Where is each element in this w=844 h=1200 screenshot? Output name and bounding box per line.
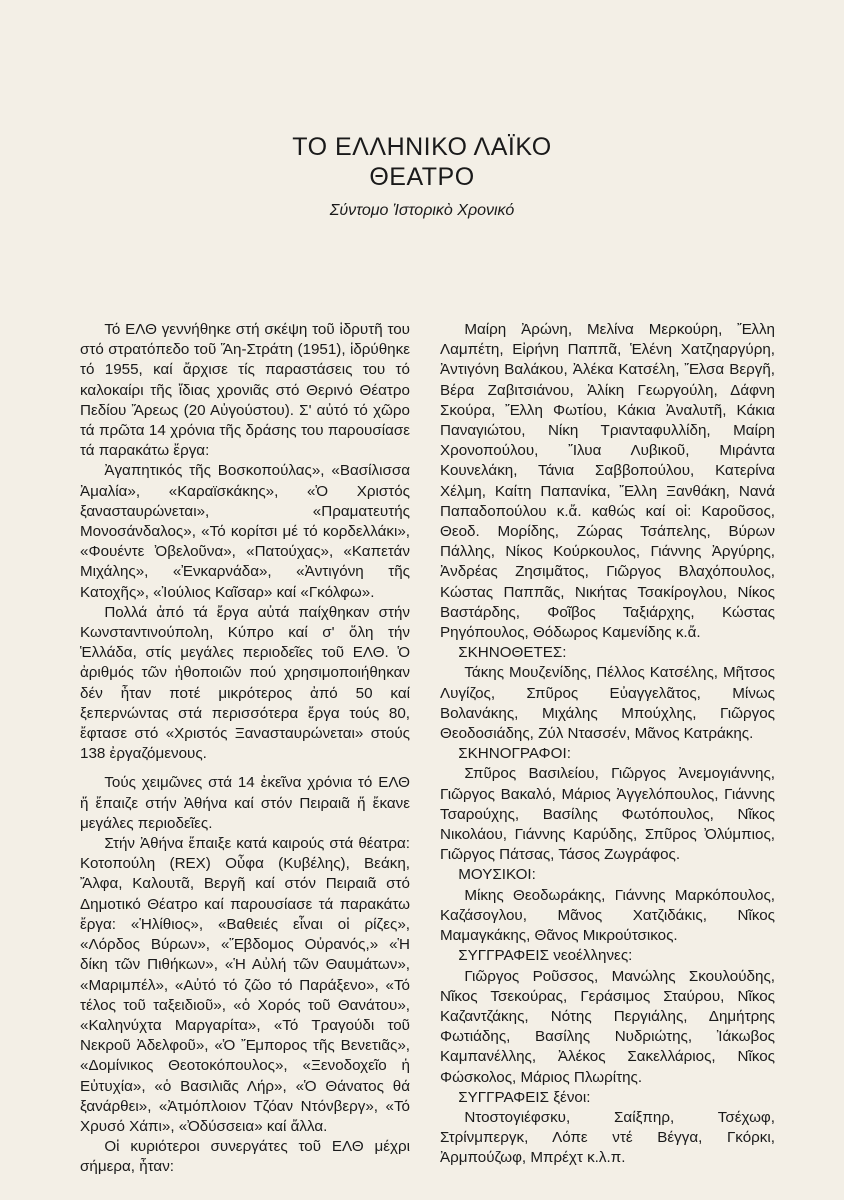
foreign-writers-heading: ΣΥΓΓΡΑΦΕΙΣ ξένοι: — [458, 1088, 591, 1106]
paragraph-early-works: Ἀγαπητικός τῆς Βοσκοπούλας», «Βασίλισσα Ἀμαλία», «Καραϊσκάκης», «Ὁ Χριστός ξανασταυρώνεται», «Πραματευτής Μονοσάνδαλος», «Τό κορίτσι μέ τό κορδελλάκι», «Φουέντε Ὀβελοῦνα», «Πατούχας», «Καπετάν Μιχάλης», «Ἐνκαρνάδα», «Ἀντιγόνη τῆς Κατοχῆς», «Ἰούλιος Καῖσαρ» καί «Γκόλφω». — [80, 462, 410, 601]
paragraph-winters: Τούς χειμῶνες στά 14 ἐκεῖνα χρόνια τό ΕΛΘ ἤ ἔπαιζε στήν Ἀθήνα καί στόν Πειραιᾶ ἤ ἔκανε μεγάλες περιοδεῖες. — [80, 774, 410, 832]
page-title — [0, 132, 844, 192]
page-subtitle: Σύντομο Ἱστορικὸ Χρονικό — [329, 202, 515, 219]
directors-heading: ΣΚΗΝΟΘΕΤΕΣ: — [458, 644, 567, 662]
foreign-writers-list: Ντοστογιέφσκυ, Σαίξπηρ, Τσέχωφ, Στρίνμπεργκ, Λόπε ντέ Βέγγα, Γκόρκι, Ἀρμπούζωφ, Μπρέχτ κ.λ.π. — [440, 1108, 775, 1167]
paragraph-founding: Τό ΕΛΘ γεννήθηκε στή σκέψη τοῦ ἱδρυτῆ του στό στρατόπεδο τοῦ Ἅη-Στράτη (1951), ἱδρύθηκε τό 1955, καί ἄρχισε τίς παραστάσεις του τό καλοκαίρι τῆς ἴδιας χρονιᾶς στό Θερινό Θέατρο Πεδίου Ἄρεως (20 Αὐγούστου). Σ' αὐτό τό χῶρο τά πρῶτα 14 χρόνια τῆς δράσης του παρουσίασε τά παρακάτω ἔργα: — [80, 321, 410, 460]
right-column — [440, 320, 775, 1169]
paragraph-collaborators-intro: Οἱ κυριότεροι συνεργάτες τοῦ ΕΛΘ μέχρι σήμερα, ἦταν: — [80, 1138, 410, 1176]
paragraph-tours: Πολλά ἀπό τά ἔργα αὐτά παίχθηκαν στήν Κωνσταντινούπολη, Κύπρο καί σ' ὅλη τήν Ἑλλάδα, στίς μεγάλες περιοδεῖες τοῦ ΕΛΘ. Ὁ ἀριθμός τῶν ἠθοποιῶν πού χρησιμοποιήθηκαν δέν ἦταν ποτέ μικρότερος ἀπό 50 καί ξεπερνώντας στά περισσότερα ἔργα τούς 80, ἔφτασε στό «Χριστός Ξανασταυρώνεται» στούς 138 ἐργαζόμενους. — [80, 603, 410, 763]
actors-list: Μαίρη Ἀρώνη, Μελίνα Μερκούρη, Ἔλλη Λαμπέτη, Εἰρήνη Παππᾶ, Ἑλένη Χατζηαργύρη, Ἀντιγόνη Βαλάκου, Ἀλέκα Κατσέλη, Ἔλσα Βεργῆ, Βέρα Ζαβιτσιάνου, Ἀλίκη Γεωργούλη, Δάφνη Σκούρα, Ἔλλη Φωτίου, Κάκια Ἀναλυτῆ, Κάκια Παναγιώτου, Νίκη Τριανταφυλλίδη, Μαίρη Χρονοπούλου, Ἴλυα Λυβικοῦ, Μιράντα Κουνελάκη, Τάνια Σαββοπούλου, Κατερίνα Χέλμη, Καίτη Παπανίκα, Ἔλλη Ξανθάκη, Νανά Παπαδοπούλου κ.ἄ. καθώς καί οἱ: Καροῦσος, Θεοδ. Μορίδης, Ζώρας Τσάπελης, Βύρων Πάλλης, Νίκος Κούρκουλος, Γιάννης Ἀργύρης, Ἀνδρέας Ζησιμᾶτος, Γιῶργος Βλαχόπουλος, Κώστας Παππᾶς, Νικήτας Τσακίρογλου, Νίκος Βαστάρδης, Φοῖβος Ταξιάρχης, Κώστας Ρηγόπουλος, Θόδωρος Καμενίδης κ.ἄ. — [440, 321, 775, 642]
greek-writers-heading: ΣΥΓΓΡΑΦΕΙΣ νεοέλληνες: — [458, 947, 633, 965]
greek-writers-list: Γιῶργος Ρoῦσσος, Μανώλης Σκουλούδης, Νῖκος Τσεκούρας, Γεράσιμος Σταύρου, Νῖκος Καζαντζάκης, Νότης Περγιάλης, Δημήτρης Φωτιάδης, Βασίλης Νυδριώτης, Ἰάκωβος Καμπανέλλης, Ἀλέκος Σακελλάριος, Νῖκος Φώσκολος, Μάριος Πλωρίτης. — [440, 967, 775, 1086]
paragraph-athens-works: Στήν Ἀθήνα ἔπαιξε κατά καιρούς στά θέατρα: Κοτοπούλη (REX) Οὖφα (Κυβέλης), Βεάκη, Ἄλφα, Καλουτᾶ, Βεργῆ καί στόν Πειραιᾶ στό Δημοτικό Θέατρο καί παρουσίασε τά παρακάτω ἔργα: «Ἡλίθιος», «Βαθειές εἶναι οἱ ρίζες», «Λόρδος Βύρων», «Ἕβδομος Οὐρανός,» «Ἡ δίκη τῶν Πιθήκων», «Ἡ Αὐλή τῶν Θαυμάτων», «Μαριμπέλ», «Αὐτό τό ζῶο τό Παράξενο», «Τό τέλος τοῦ ταξειδιοῦ», «ὁ Χορός τοῦ Θανάτου», «Καληνύχτα Μαργαρίτα», «Τό Τραγούδι τοῦ Νεκροῦ Ἀδελφοῦ», «Ὁ Ἔμπορος τῆς Βενετιᾶς», «Δομίνικος Θεοτοκόπουλος», «Ξενοδοχεῖο ἡ Εὐτυχία», «ὁ Βασιλιᾶς Λήρ», «Ὁ Θάνατος θά ξανάρθει», «Ἀτμόπλοιον Τζόαν Ντόνβεργ», «Τό Χρυσό Χάπι», «Ὀδύσσεια» καί ἄλλα. — [80, 835, 410, 1135]
set-designers-heading: ΣΚΗΝΟΓΡΑΦΟΙ: — [458, 745, 571, 763]
directors-list: Τάκης Μουζενίδης, Πέλλος Κατσέλης, Μῆτσος Λυγίζος, Σπῦρος Εὐαγγελᾶτος, Μίνως Βολανάκης, Μιχάλης Μπούχλης, Γιῶργος Θεοδοσιάδης, Ζύλ Ντασσέν, Μᾶνος Κατράκης. — [440, 664, 775, 743]
title-line-2: ΘΕΑΤΡΟ — [369, 163, 475, 191]
set-designers-list: Σπῦρος Βασιλείου, Γιῶργος Ἀνεμογιάννης, Γιῶργος Βακαλό, Μάριος Ἀγγελόπουλος, Γιάννης Τσαρούχης, Βασίλης Φωτόπουλος, Νῖκος Νικολάου, Γιάννης Καρύδης, Σπῦρος Ὀλύμπιος, Γιῶργος Πάτσας, Τάσος Ζωγράφος. — [440, 765, 775, 864]
musicians-heading: ΜΟΥΣΙΚΟΙ: — [458, 866, 536, 884]
musicians-list: Μίκης Θεοδωράκης, Γιάννης Μαρκόπουλος, Καζάσογλου, Μᾶνος Χατζιδάκις, Νῖκος Μαμαγκάκης, Θᾶνος Μικρούτσικος. — [440, 886, 775, 945]
left-column — [80, 320, 410, 1178]
title-line-1: ΤΟ ΕΛΛΗΝΙΚΟ ΛΑΪΚΟ — [292, 133, 552, 161]
